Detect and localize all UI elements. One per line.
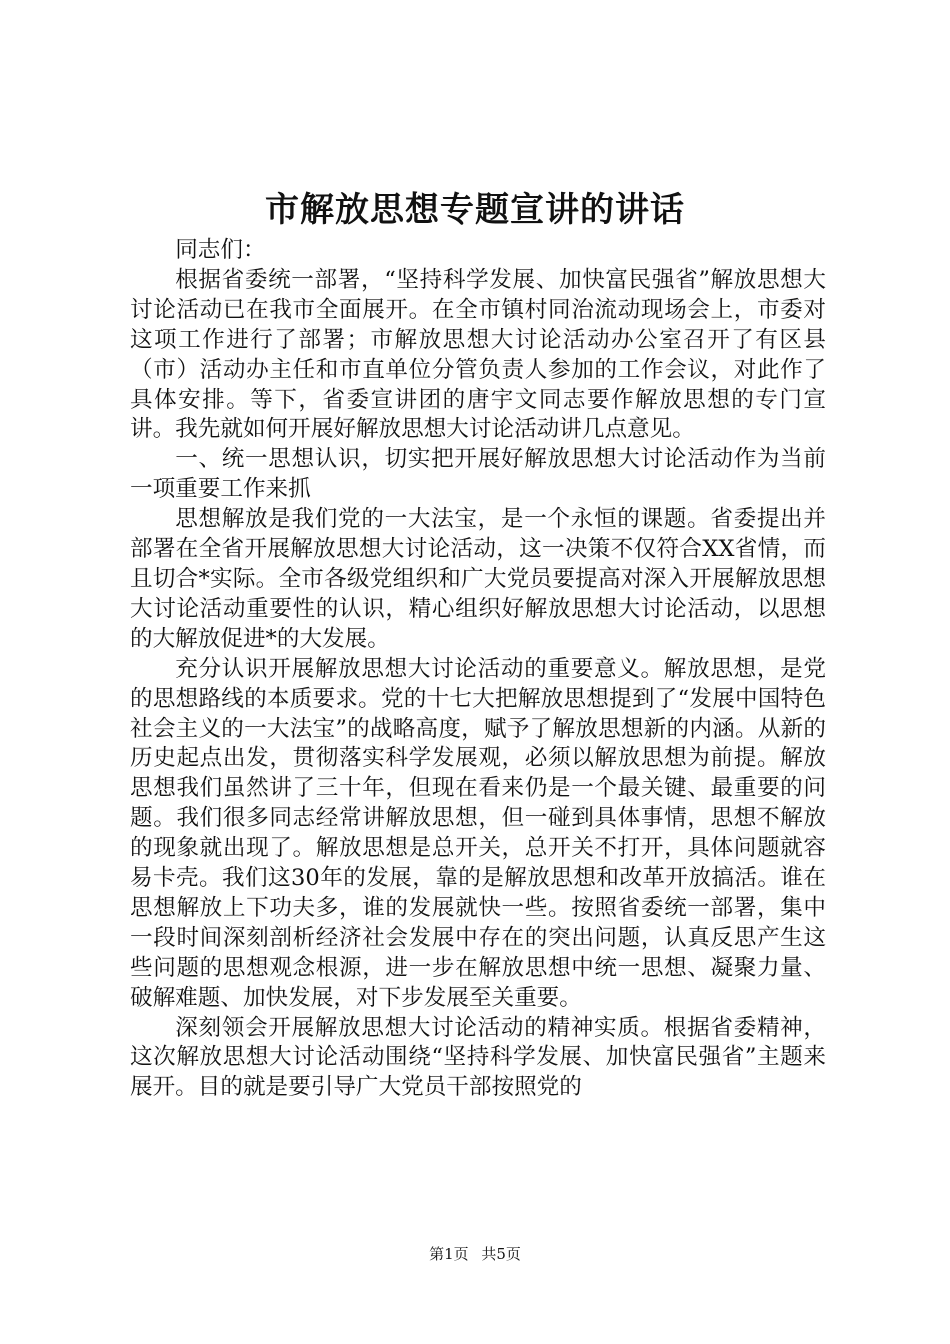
document-title: 市解放思想专题宣讲的讲话 — [265, 190, 685, 230]
page-number: 第1页 — [429, 1245, 469, 1263]
paragraph: 充分认识开展解放思想大讨论活动的重要意义。解放思想，是党的思想路线的本质要求。党的十七大把解放思想提到了“发展中国特色社会主义的一大法宝”的战略高度，赋予了解放思想新的内涵。从新的历史起点出发，贯彻落实科学发展观，必须以解放思想为前提。解放思想我们虽然讲了三十年，但现在看来仍是一个最关键、最重要的问题。我们很多同志经常讲解放思想，但一碰到具体事情，思想不解放的现象就出现了。解放思想是总开关，总开关不打开，具体问题就容易卡壳。我们这30年的发展，靠的是解放思想和改革开放搞活。谁在思想解放上下功夫多，谁的发展就快一些。按照省委统一部署，集中一段时间深刻剖析经济社会发展中存在的突出问题，认真反思产生这些问题的思想观念根源，进一步在解放思想中统一思想、凝聚力量、破解难题、加快发展，对下步发展至关重要。 — [130, 655, 826, 1011]
document-body — [130, 236, 826, 1103]
section-heading: 一、统一思想认识，切实把开展好解放思想大讨论活动作为当前一项重要工作来抓 — [130, 446, 826, 503]
paragraph: 深刻领会开展解放思想大讨论活动的精神实质。根据省委精神，这次解放思想大讨论活动围绕“坚持科学发展、加快富民强省”主题来展开。目的就是要引导广大党员干部按照党的 — [130, 1014, 826, 1101]
page-total: 共5页 — [481, 1245, 521, 1263]
salutation: 同志们： — [175, 237, 266, 263]
paragraph: 思想解放是我们党的一大法宝，是一个永恒的课题。省委提出并部署在全省开展解放思想大讨论活动，这一决策不仅符合XX省情，而且切合*实际。全市各级党组织和广大党员要提高对深入开展解放思想大讨论活动重要性的认识，精心组织好解放思想大讨论活动，以思想的大解放促进*的大发展。 — [130, 506, 826, 652]
page-footer — [0, 1244, 950, 1264]
paragraph: 根据省委统一部署，“坚持科学发展、加快富民强省”解放思想大讨论活动已在我市全面展开。在全市镇村同治流动现场会上，市委对这项工作进行了部署；市解放思想大讨论活动办公室召开了有区县（市）活动办主任和市直单位分管负责人参加的工作会议，对此作了具体安排。等下，省委宣讲团的唐宇文同志要作解放思想的专门宣讲。我先就如何开展好解放思想大讨论活动讲几点意见。 — [130, 266, 826, 443]
